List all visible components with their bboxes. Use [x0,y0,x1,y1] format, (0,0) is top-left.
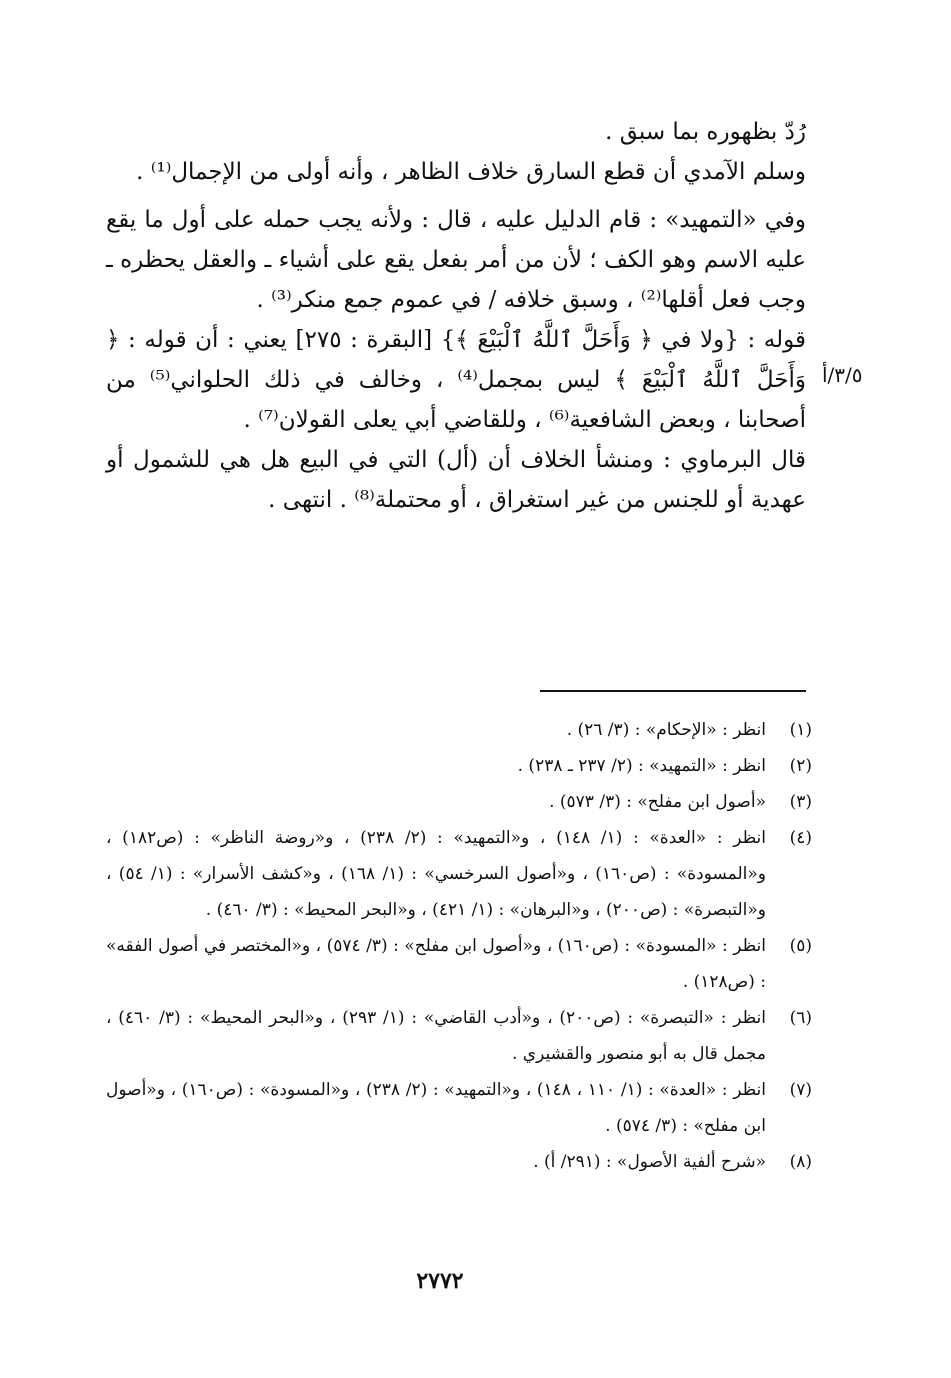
footnote-text: «أصول ابن مفلح» : (٣/ ٥٧٣) . [549,792,766,812]
footnote-item [106,928,816,1000]
footnote-item [106,712,816,748]
footnote-item [106,1072,816,1144]
footnote-text: انظر : «المسودة» : (ص١٦٠) ، و«أصول ابن مفلح» : (٣/ ٥٧٤) ، و«المختصر في أصول الفقه» : (ص١٢٨) . [106,936,766,992]
footnote-item [106,748,816,784]
footnote-text: انظر : «العدة» : (١/ ١١٠ ، ١٤٨) ، و«التمهيد» : (٢/ ٢٣٨) ، و«المسودة» : (ص١٦٠) ، و«أصول ابن مفلح» : (٣/ ٥٧٤) . [106,1080,766,1136]
main-text [106,112,806,520]
page-number: ٢٧٧٢ [416,1268,464,1294]
footnote-text: «شرح ألفية الأصول» : (٢٩١/ أ) . [533,1152,766,1172]
footnotes [106,712,816,1180]
footnote-number: (٤) [789,828,812,848]
footnote-text: انظر : «الإحكام» : (٣/ ٢٦) . [566,720,766,740]
footnote-text: انظر : «العدة» : (١/ ١٤٨) ، و«التمهيد» : (٢/ ٢٣٨) ، و«روضة الناظر» : (ص١٨٢) ، و«المسودة» : (ص١٦٠) ، و«أصول السرخسي» : (١/ ١٦٨) ، و«كشف الأسرار» : (١/ ٥٤) ، و«التبصرة» : (ص٢٠٠) ، و«البرهان» : (١/ ٤٢١) ، و«البحر المحيط» : (٣/ ٤٦٠) . [106,828,767,920]
footnote-number: (٣) [789,792,812,812]
footnote-number: (٥) [789,936,812,956]
footnote-text: انظر : «التبصرة» : (ص٢٠٠) ، و«أدب القاضي» : (١/ ٢٩٣) ، و«البحر المحيط» : (٣/ ٤٦٠) ، مجمل قال به أبو منصور والقشيري . [106,1008,766,1064]
footnote-text: انظر : «التمهيد» : (٢/ ٢٣٧ ـ ٢٣٨) . [517,756,766,776]
footnote-item [106,820,816,928]
footnote-number: (٧) [789,1080,812,1100]
paragraph-5: قال البرماوي : ومنشأ الخلاف أن (أل) التي في البيع هل هي للشمول أو عهدية أو للجنس من غير استغراق ، أو محتملة⁽⁸⁾ . انتهى . [106,447,806,513]
paragraph-4: قوله : {ولا في ﴿ وَأَحَلَّ ٱللَّهُ ٱلْبَيْعَ ﴾} [البقرة : ٢٧٥] يعني : أن قوله : ﴿ وَأَحَلَّ ٱللَّهُ ٱلْبَيْعَ ﴾ ليس بمجمل⁽⁴⁾ ، وخالف في ذلك الحلواني⁽⁵⁾ من أصحابنا ، وبعض الشافعية⁽⁶⁾ ، وللقاضي أبي يعلى القولان⁽⁷⁾ . [106,327,806,433]
paragraph-2: وسلم الآمدي أن قطع السارق خلاف الظاهر ، وأنه أولى من الإجمال⁽¹⁾ . [136,159,806,185]
footnote-number: (١) [789,720,812,740]
margin-folio-note: ٣/٥/أ [822,363,863,387]
footnote-number: (٢) [789,756,812,776]
paragraph-1: رُدّ بظهوره بما سبق . [605,119,806,145]
footnote-number: (٦) [789,1008,812,1028]
footnote-item [106,784,816,820]
footnote-item [106,1144,816,1180]
footnote-divider [540,690,806,692]
paragraph-3: وفي «التمهيد» : قام الدليل عليه ، قال : ولأنه يجب حمله على أول ما يقع عليه الاسم وهو الكف ؛ لأن من أمر بفعل يقع على أشياء ـ والعقل يحظره ـ وجب فعل أقلها⁽²⁾ ، وسبق خلافه / في عموم جمع منكر⁽³⁾ . [106,207,806,313]
footnote-number: (٨) [789,1152,812,1172]
footnote-item [106,1000,816,1072]
